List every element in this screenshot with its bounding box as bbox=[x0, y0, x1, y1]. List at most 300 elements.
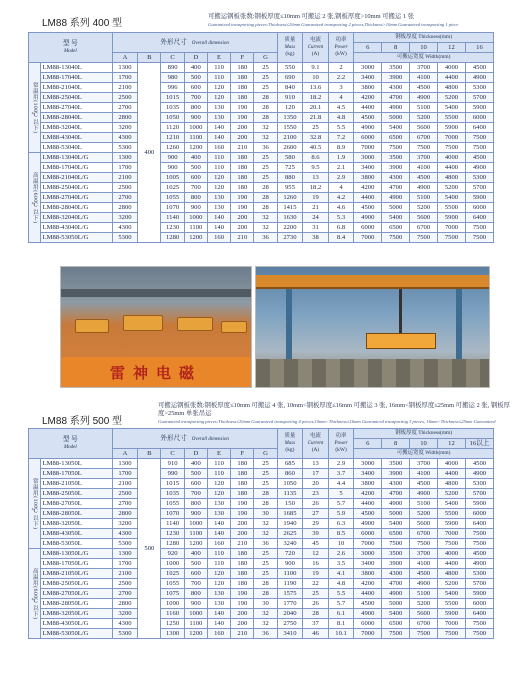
value-cell: 180 bbox=[231, 183, 254, 193]
value-cell: 5300 bbox=[112, 233, 138, 243]
value-cell: 160 bbox=[207, 143, 230, 153]
value-cell: 190 bbox=[231, 203, 254, 213]
value-cell: 5900 bbox=[438, 123, 466, 133]
value-cell: 8.1 bbox=[328, 619, 354, 629]
value-cell: 4.4 bbox=[328, 479, 354, 489]
table-row bbox=[29, 113, 494, 123]
value-cell: 180 bbox=[231, 579, 254, 589]
value-cell: 5400 bbox=[382, 123, 410, 133]
section-400-note bbox=[208, 13, 508, 29]
model-cell: LM88-13040L/G bbox=[40, 153, 112, 163]
value-cell: 2.2 bbox=[328, 73, 354, 83]
value-cell: 2700 bbox=[112, 589, 138, 599]
current-header-unit: (A) bbox=[311, 447, 320, 453]
value-cell: 4800 bbox=[438, 83, 466, 93]
value-cell: 23 bbox=[303, 489, 329, 499]
value-cell: 7500 bbox=[465, 629, 493, 639]
value-cell: 1260 bbox=[277, 193, 303, 203]
model-cell: LM88-27040L/G bbox=[40, 193, 112, 203]
thickness-col-3: 12 bbox=[438, 43, 466, 53]
value-cell: 25 bbox=[254, 559, 277, 569]
value-cell: 5.5 bbox=[328, 589, 354, 599]
section-500-note-en: Guaranteed transporting pieces:Thickness≤10mm Guaranteed transporting 4 pieces,10mm<Thickness≤16mm Guaranteed transporting 3 pieces, 16mm<Thickness≤25mm Guaranteed bbox=[158, 419, 496, 424]
mass-header bbox=[277, 429, 303, 459]
table-row bbox=[29, 73, 494, 83]
value-cell: 2700 bbox=[112, 103, 138, 113]
table-row bbox=[29, 459, 494, 469]
value-cell: 4500 bbox=[410, 173, 438, 183]
value-cell: 3410 bbox=[277, 629, 303, 639]
value-cell: 800 bbox=[184, 103, 207, 113]
value-cell: 4300 bbox=[382, 479, 410, 489]
value-cell: 200 bbox=[231, 123, 254, 133]
value-cell: 700 bbox=[184, 93, 207, 103]
section-400-note-cn: 可搬运钢板张数:钢板厚度≤10mm 可搬运 2 张,钢板厚度>10mm 可搬运 1 张 bbox=[208, 13, 415, 20]
value-cell: 6000 bbox=[354, 223, 382, 233]
value-cell: 36 bbox=[254, 539, 277, 549]
model-cell: LM88-17040L bbox=[40, 73, 112, 83]
value-cell: 180 bbox=[231, 489, 254, 499]
group-normal-temp: 常温用(100℃以下) bbox=[29, 459, 41, 549]
thickness-col-2: 10 bbox=[410, 43, 438, 53]
value-cell: 1770 bbox=[277, 599, 303, 609]
group-high-temp: 高温用(600℃以下) bbox=[29, 153, 41, 243]
model-cell: LM88-32040L bbox=[40, 123, 112, 133]
value-cell: 880 bbox=[277, 173, 303, 183]
thickness-col-0: 6 bbox=[354, 43, 382, 53]
value-cell: 5000 bbox=[382, 509, 410, 519]
value-cell: 600 bbox=[184, 479, 207, 489]
value-cell: 6700 bbox=[410, 133, 438, 143]
value-cell: 4500 bbox=[354, 113, 382, 123]
value-cell: 900 bbox=[184, 509, 207, 519]
section-400-note-en: Guaranteed transporting pieces:Thickness≤10mm Guaranteed transporting 2 pieces,Thickness>10mm Guaranteed transporting 1 piece bbox=[208, 22, 459, 27]
table-row bbox=[29, 63, 494, 73]
thickness-col-3: 12 bbox=[438, 439, 466, 449]
model-cell: LM88-25050L bbox=[40, 489, 112, 499]
value-cell: 2100 bbox=[112, 479, 138, 489]
value-cell: 26 bbox=[303, 599, 329, 609]
table-row bbox=[29, 479, 494, 489]
value-cell: 18.2 bbox=[303, 183, 329, 193]
dimension-header-cn: 外形尺寸 bbox=[160, 38, 187, 46]
value-cell: 1000 bbox=[184, 609, 207, 619]
value-cell: 25 bbox=[254, 459, 277, 469]
value-cell: 5100 bbox=[410, 103, 438, 113]
value-cell: 1000 bbox=[161, 559, 184, 569]
table-row bbox=[29, 213, 494, 223]
value-cell: 4900 bbox=[410, 489, 438, 499]
value-cell: 5200 bbox=[410, 113, 438, 123]
value-cell: 7000 bbox=[354, 233, 382, 243]
model-cell: LM88-17040L/G bbox=[40, 163, 112, 173]
value-cell: 32 bbox=[254, 123, 277, 133]
photo-banner bbox=[61, 357, 251, 387]
value-cell: 5600 bbox=[410, 519, 438, 529]
dim-col-1: B bbox=[138, 449, 161, 459]
value-cell: 28 bbox=[254, 183, 277, 193]
value-cell: 1700 bbox=[112, 469, 138, 479]
value-cell: 2500 bbox=[112, 489, 138, 499]
value-cell: 4200 bbox=[354, 489, 382, 499]
value-cell: 690 bbox=[277, 73, 303, 83]
photo-magnet-block bbox=[177, 317, 213, 331]
table-row bbox=[29, 579, 494, 589]
value-cell: 28 bbox=[254, 203, 277, 213]
value-cell: 1025 bbox=[161, 183, 184, 193]
value-cell: 2500 bbox=[112, 93, 138, 103]
value-cell: 180 bbox=[231, 559, 254, 569]
value-cell: 3900 bbox=[382, 73, 410, 83]
value-cell: 200 bbox=[231, 619, 254, 629]
value-cell: 1140 bbox=[161, 519, 184, 529]
value-cell: 1140 bbox=[161, 213, 184, 223]
value-cell: 5500 bbox=[438, 203, 466, 213]
dim-col-2: C bbox=[161, 53, 184, 63]
dim-col-6: G bbox=[254, 449, 277, 459]
value-cell: 4900 bbox=[410, 183, 438, 193]
value-cell: 1230 bbox=[161, 223, 184, 233]
value-cell: 2100 bbox=[112, 173, 138, 183]
table-row bbox=[29, 629, 494, 639]
value-cell: 5600 bbox=[410, 123, 438, 133]
value-cell: 5900 bbox=[438, 519, 466, 529]
value-cell: 28 bbox=[254, 93, 277, 103]
value-cell: 4.2 bbox=[328, 193, 354, 203]
value-cell: 7500 bbox=[410, 233, 438, 243]
value-cell: 5400 bbox=[382, 213, 410, 223]
value-cell: 5400 bbox=[438, 589, 466, 599]
value-cell: 20 bbox=[303, 479, 329, 489]
value-cell: 200 bbox=[231, 133, 254, 143]
value-cell: 5900 bbox=[438, 609, 466, 619]
thickness-col-4: 16 bbox=[465, 43, 493, 53]
model-cell: LM88-28050L bbox=[40, 509, 112, 519]
value-cell: 4100 bbox=[410, 559, 438, 569]
value-cell: 8.4 bbox=[328, 233, 354, 243]
value-cell: 110 bbox=[207, 559, 230, 569]
value-cell: 200 bbox=[231, 213, 254, 223]
table-row bbox=[29, 519, 494, 529]
value-cell: 990 bbox=[161, 469, 184, 479]
value-cell: 1700 bbox=[112, 559, 138, 569]
value-cell: 7500 bbox=[438, 233, 466, 243]
group-normal-temp: 常温用(100℃以下) bbox=[29, 63, 41, 153]
value-cell: 25 bbox=[254, 479, 277, 489]
value-cell: 5200 bbox=[438, 183, 466, 193]
spec-table-500 bbox=[28, 428, 494, 639]
value-cell: 5900 bbox=[465, 589, 493, 599]
value-cell: 120 bbox=[207, 83, 230, 93]
value-cell: 4900 bbox=[354, 609, 382, 619]
value-cell: 1015 bbox=[161, 479, 184, 489]
dim-col-6: G bbox=[254, 53, 277, 63]
value-cell: 4400 bbox=[354, 499, 382, 509]
value-cell: 36 bbox=[254, 143, 277, 153]
value-cell: 6700 bbox=[410, 223, 438, 233]
value-cell: 7500 bbox=[410, 539, 438, 549]
value-cell: 1055 bbox=[161, 579, 184, 589]
thickness-col-1: 8 bbox=[382, 439, 410, 449]
value-cell: 5200 bbox=[438, 579, 466, 589]
value-cell: 3900 bbox=[382, 469, 410, 479]
value-cell: 4900 bbox=[410, 579, 438, 589]
dim-col-0: A bbox=[112, 53, 138, 63]
table-row bbox=[29, 489, 494, 499]
value-cell: 4900 bbox=[354, 519, 382, 529]
value-cell: 890 bbox=[161, 63, 184, 73]
model-cell: LM88-32050L bbox=[40, 519, 112, 529]
value-cell: 120 bbox=[207, 93, 230, 103]
value-cell: 1100 bbox=[184, 619, 207, 629]
value-cell: 4300 bbox=[112, 223, 138, 233]
value-cell: 5600 bbox=[410, 213, 438, 223]
value-cell: 2800 bbox=[112, 113, 138, 123]
value-cell: 180 bbox=[231, 63, 254, 73]
value-cell: 3500 bbox=[382, 63, 410, 73]
value-cell: 1700 bbox=[112, 73, 138, 83]
value-cell: 21 bbox=[303, 203, 329, 213]
value-cell: 31 bbox=[303, 223, 329, 233]
value-cell: 5000 bbox=[382, 599, 410, 609]
value-cell: 5300 bbox=[465, 173, 493, 183]
model-cell: LM88-25050L/G bbox=[40, 579, 112, 589]
value-cell: 4.8 bbox=[328, 579, 354, 589]
table-row bbox=[29, 93, 494, 103]
value-cell: 4000 bbox=[438, 459, 466, 469]
value-cell: 6400 bbox=[465, 213, 493, 223]
table-row bbox=[29, 203, 494, 213]
value-cell: 1200 bbox=[184, 233, 207, 243]
width-header: 可搬运宽度 Width(mm) bbox=[354, 53, 494, 63]
value-cell: 4900 bbox=[465, 73, 493, 83]
value-cell: 28 bbox=[254, 499, 277, 509]
value-cell: 32 bbox=[254, 223, 277, 233]
value-cell: 860 bbox=[277, 469, 303, 479]
mass-header-unit: (kg) bbox=[285, 51, 295, 57]
value-cell: 4900 bbox=[465, 163, 493, 173]
value-cell: 1300 bbox=[112, 549, 138, 559]
value-cell: 200 bbox=[231, 223, 254, 233]
value-cell: 16 bbox=[303, 559, 329, 569]
value-cell: 6500 bbox=[382, 223, 410, 233]
value-cell: 5700 bbox=[465, 183, 493, 193]
power-header bbox=[328, 429, 354, 459]
value-cell: 5500 bbox=[438, 113, 466, 123]
value-cell: 7500 bbox=[465, 223, 493, 233]
value-cell: 5100 bbox=[410, 499, 438, 509]
value-cell: 7500 bbox=[438, 143, 466, 153]
value-cell: 1000 bbox=[184, 213, 207, 223]
value-cell: 20.1 bbox=[303, 103, 329, 113]
value-cell: 910 bbox=[161, 459, 184, 469]
value-cell: 4000 bbox=[438, 63, 466, 73]
value-cell: 25 bbox=[254, 549, 277, 559]
table-row bbox=[29, 529, 494, 539]
dim-col-3: D bbox=[184, 449, 207, 459]
model-cell: LM88-21050L/G bbox=[40, 569, 112, 579]
value-cell: 3700 bbox=[410, 459, 438, 469]
value-cell: 140 bbox=[207, 529, 230, 539]
power-header-unit: (kW) bbox=[335, 51, 347, 57]
value-cell: 25 bbox=[254, 63, 277, 73]
photo-crane-girder bbox=[256, 275, 489, 289]
value-cell: 19 bbox=[303, 569, 329, 579]
value-cell: 120 bbox=[277, 103, 303, 113]
value-cell: 160 bbox=[207, 233, 230, 243]
value-cell: 140 bbox=[207, 609, 230, 619]
value-cell: 4500 bbox=[410, 569, 438, 579]
value-cell: 25 bbox=[254, 83, 277, 93]
value-cell: 210 bbox=[231, 143, 254, 153]
value-cell: 7000 bbox=[438, 619, 466, 629]
col-b-value: 500 bbox=[138, 459, 161, 639]
value-cell: 400 bbox=[184, 549, 207, 559]
value-cell: 6000 bbox=[465, 599, 493, 609]
mass-header-en: Mass bbox=[284, 441, 296, 446]
value-cell: 110 bbox=[207, 459, 230, 469]
value-cell: 1035 bbox=[161, 489, 184, 499]
value-cell: 13 bbox=[303, 459, 329, 469]
value-cell: 5000 bbox=[382, 113, 410, 123]
value-cell: 5900 bbox=[465, 193, 493, 203]
power-header-en: Power bbox=[334, 441, 348, 446]
value-cell: 130 bbox=[207, 499, 230, 509]
value-cell: 400 bbox=[184, 153, 207, 163]
value-cell: 4700 bbox=[382, 183, 410, 193]
value-cell: 140 bbox=[207, 619, 230, 629]
model-cell: LM88-43050L bbox=[40, 529, 112, 539]
table-row bbox=[29, 469, 494, 479]
value-cell: 4700 bbox=[382, 579, 410, 589]
value-cell: 3800 bbox=[354, 569, 382, 579]
model-cell: LM88-27050L bbox=[40, 499, 112, 509]
value-cell: 32 bbox=[254, 609, 277, 619]
value-cell: 30 bbox=[254, 509, 277, 519]
value-cell: 5.9 bbox=[328, 509, 354, 519]
table-row bbox=[29, 143, 494, 153]
value-cell: 500 bbox=[184, 469, 207, 479]
value-cell: 140 bbox=[207, 213, 230, 223]
model-cell: LM88-53040L bbox=[40, 143, 112, 153]
photo-crane-beam bbox=[61, 289, 251, 297]
value-cell: 3000 bbox=[354, 549, 382, 559]
value-cell: 5300 bbox=[465, 569, 493, 579]
value-cell: 7000 bbox=[438, 133, 466, 143]
value-cell: 180 bbox=[231, 83, 254, 93]
value-cell: 2625 bbox=[277, 529, 303, 539]
photo-hoist-cable bbox=[399, 289, 402, 333]
dimension-header bbox=[112, 429, 277, 449]
value-cell: 3400 bbox=[354, 163, 382, 173]
value-cell: 685 bbox=[277, 459, 303, 469]
value-cell: 720 bbox=[277, 549, 303, 559]
value-cell: 110 bbox=[207, 153, 230, 163]
value-cell: 1415 bbox=[277, 203, 303, 213]
value-cell: 10.1 bbox=[328, 629, 354, 639]
value-cell: 5400 bbox=[438, 193, 466, 203]
value-cell: 1685 bbox=[277, 509, 303, 519]
model-cell: LM88-17050L bbox=[40, 469, 112, 479]
value-cell: 4700 bbox=[382, 93, 410, 103]
value-cell: 4400 bbox=[438, 469, 466, 479]
value-cell: 130 bbox=[207, 599, 230, 609]
table-row bbox=[29, 83, 494, 93]
value-cell: 12 bbox=[303, 549, 329, 559]
value-cell: 1055 bbox=[161, 193, 184, 203]
value-cell: 5900 bbox=[465, 499, 493, 509]
value-cell: 4300 bbox=[382, 83, 410, 93]
value-cell: 32 bbox=[254, 529, 277, 539]
value-cell: 1135 bbox=[277, 489, 303, 499]
value-cell: 5300 bbox=[465, 83, 493, 93]
mass-header-unit: (kg) bbox=[285, 447, 295, 453]
value-cell: 26 bbox=[303, 499, 329, 509]
value-cell: 1035 bbox=[161, 103, 184, 113]
value-cell: 700 bbox=[184, 489, 207, 499]
value-cell: 1260 bbox=[161, 143, 184, 153]
model-cell: LM88-21040L bbox=[40, 83, 112, 93]
value-cell: 5700 bbox=[465, 93, 493, 103]
value-cell: 4300 bbox=[382, 173, 410, 183]
header-row bbox=[29, 429, 494, 439]
value-cell: 1050 bbox=[277, 479, 303, 489]
value-cell: 28 bbox=[254, 193, 277, 203]
value-cell: 1230 bbox=[161, 529, 184, 539]
photo-overhead-crane-magnet bbox=[255, 266, 490, 388]
value-cell: 130 bbox=[207, 509, 230, 519]
value-cell: 900 bbox=[161, 153, 184, 163]
value-cell: 25 bbox=[254, 153, 277, 163]
model-cell: LM88-27050L/G bbox=[40, 589, 112, 599]
value-cell: 1100 bbox=[184, 133, 207, 143]
photo-magnet-block bbox=[221, 321, 247, 333]
value-cell: 800 bbox=[184, 499, 207, 509]
value-cell: 1700 bbox=[112, 163, 138, 173]
value-cell: 140 bbox=[207, 223, 230, 233]
value-cell: 3200 bbox=[112, 609, 138, 619]
value-cell: 1070 bbox=[161, 509, 184, 519]
value-cell: 4500 bbox=[354, 203, 382, 213]
value-cell: 4500 bbox=[410, 83, 438, 93]
value-cell: 600 bbox=[184, 83, 207, 93]
value-cell: 700 bbox=[184, 579, 207, 589]
value-cell: 5400 bbox=[438, 499, 466, 509]
value-cell: 3700 bbox=[410, 63, 438, 73]
thickness-col-1: 8 bbox=[382, 43, 410, 53]
value-cell: 4800 bbox=[438, 569, 466, 579]
value-cell: 4900 bbox=[382, 499, 410, 509]
value-cell: 2100 bbox=[112, 569, 138, 579]
value-cell: 2100 bbox=[112, 83, 138, 93]
value-cell: 160 bbox=[207, 629, 230, 639]
table-row bbox=[29, 539, 494, 549]
value-cell: 210 bbox=[231, 233, 254, 243]
value-cell: 4300 bbox=[112, 133, 138, 143]
value-cell: 46 bbox=[303, 629, 329, 639]
value-cell: 5300 bbox=[112, 629, 138, 639]
value-cell: 5500 bbox=[438, 509, 466, 519]
value-cell: 37 bbox=[303, 619, 329, 629]
value-cell: 1280 bbox=[161, 539, 184, 549]
section-400-title: LM88 系列 400 型 bbox=[42, 18, 123, 29]
photo-column bbox=[456, 289, 462, 361]
photo-lifting-magnet bbox=[366, 333, 436, 349]
value-cell: 4400 bbox=[438, 559, 466, 569]
value-cell: 32 bbox=[254, 213, 277, 223]
value-cell: 200 bbox=[231, 609, 254, 619]
table-row bbox=[29, 153, 494, 163]
